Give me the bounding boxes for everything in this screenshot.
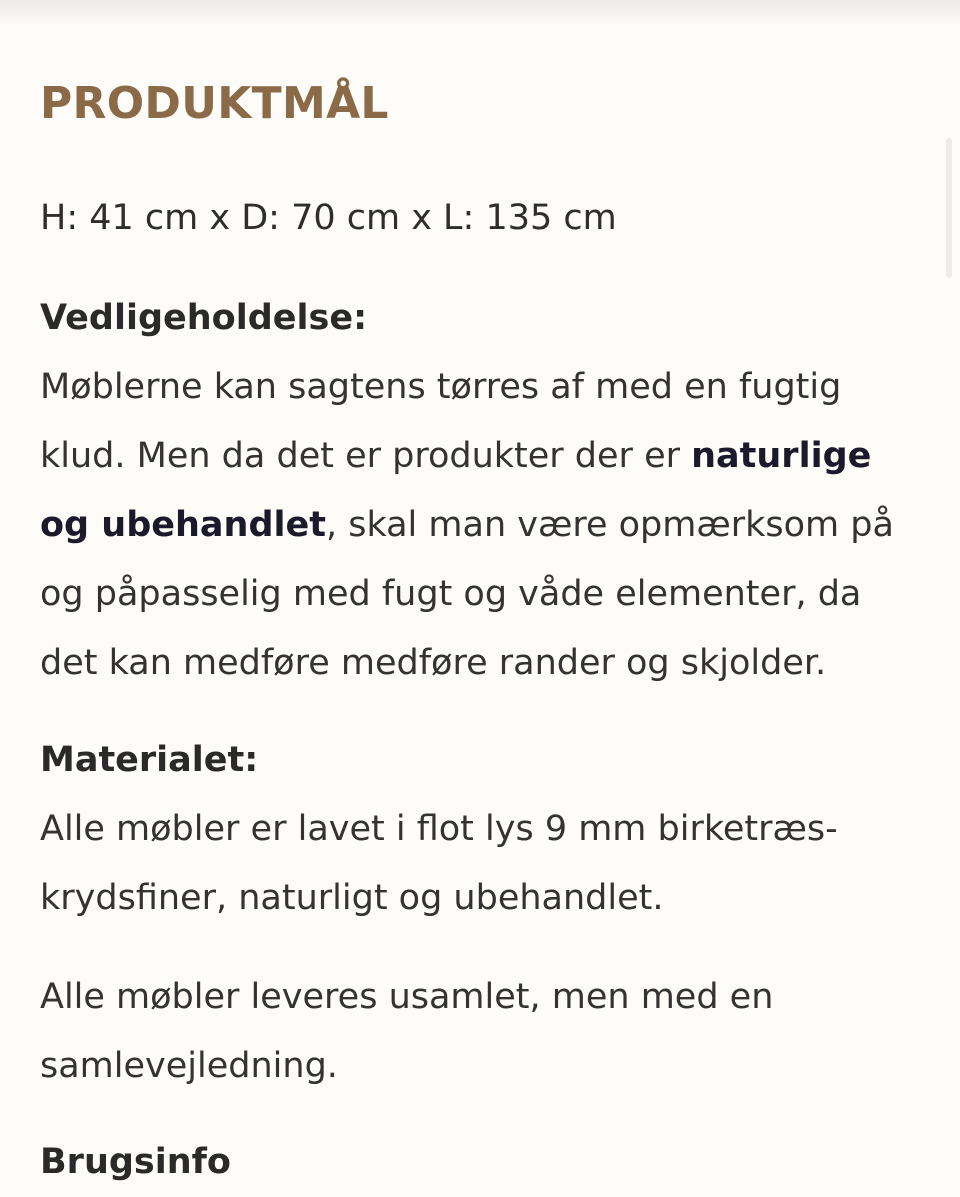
material-label: Materialet: xyxy=(40,740,259,780)
material-text: Alle møbler er lavet i flot lys 9 mm birketræs-krydsfiner, naturligt og ubehandlet. xyxy=(40,809,838,918)
care-label: Vedligeholdelse: xyxy=(40,298,368,338)
product-dimensions: H: 41 cm x D: 70 cm x L: 135 cm xyxy=(40,198,617,238)
material-paragraph xyxy=(40,726,920,933)
header-shadow xyxy=(0,0,960,26)
section-heading: PRODUKTMÅL xyxy=(40,78,389,129)
care-emphasis: naturlige og ubehandlet xyxy=(40,436,872,545)
product-info-section xyxy=(40,70,920,1182)
delivery-paragraph: Alle møbler leveres usamlet, men med en samlevejledning. xyxy=(40,977,774,1086)
care-paragraph xyxy=(40,284,920,698)
care-text-part2: , skal man være opmærksom på og påpasselig med fugt og våde elementer, da det kan medføre medføre rander og skjolder. xyxy=(40,505,894,683)
scrollbar[interactable] xyxy=(946,138,952,278)
care-text-part1: Møblerne kan sagtens tørres af med en fugtig klud. Men da det er produkter der er xyxy=(40,367,842,476)
usage-info-label: Brugsinfo xyxy=(40,1142,231,1182)
